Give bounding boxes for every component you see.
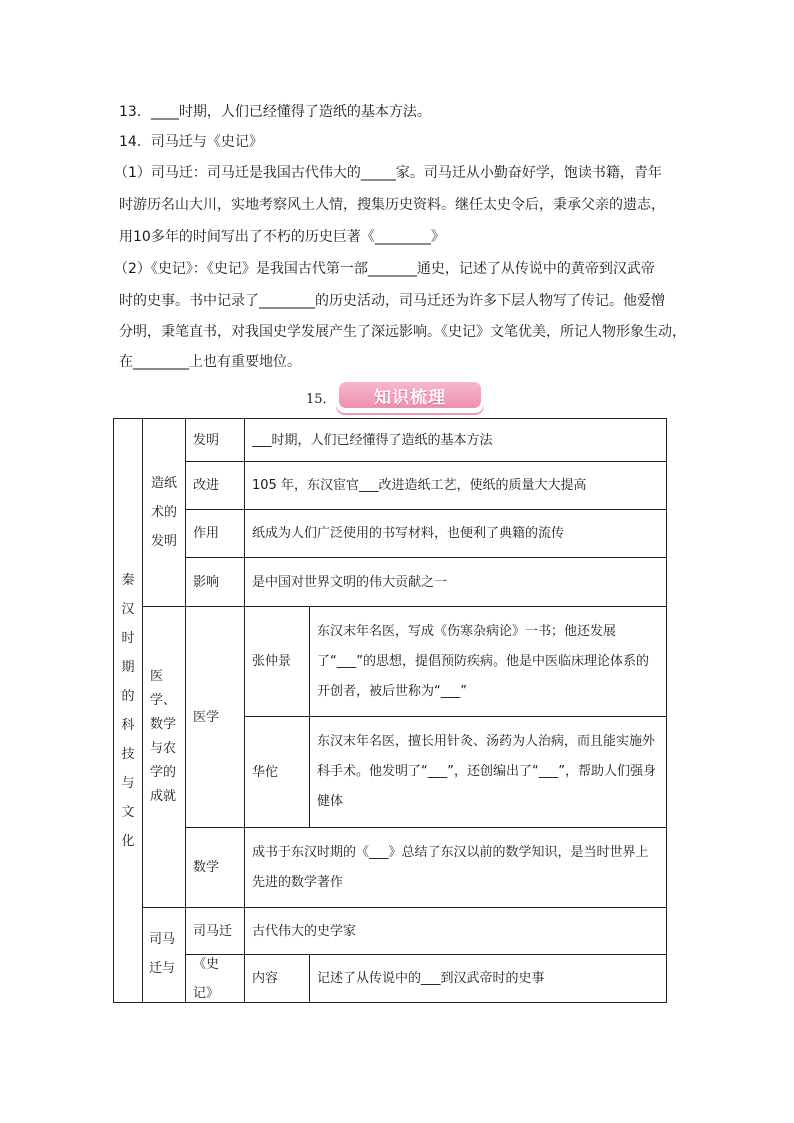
paper-group-label: 造纸术的发明 xyxy=(150,476,177,549)
paper-row-content: ___时期，人们已经懂得了造纸的基本方法 xyxy=(244,418,667,462)
sima-group-cell xyxy=(142,907,186,1003)
math-label: 数学 xyxy=(185,827,245,908)
question-14-part2-line3: 分明，秉笔直书，对我国史学发展产生了深远影响。《史记》文笔优美，所记人物形象生动， xyxy=(119,324,686,340)
paper-row-content: 105 年，东汉宦官___改进造纸工艺，使纸的质量大大提高 xyxy=(244,461,667,510)
question-14-part2-line1: （2）《史记》：《史记》是我国古代第一部_______通史，记述了从传说中的黄帝到汉武帝 xyxy=(114,261,655,277)
paper-row-label: 改进 xyxy=(185,461,245,510)
paper-row-label: 发明 xyxy=(185,418,245,462)
doctor-name: 张仲景 xyxy=(244,606,310,717)
question-14-part1-line1: （1）司马迁：司马迁是我国古代伟大的_____家。司马迁从小勤奋好学，饱读书籍，青年 xyxy=(114,165,662,181)
paper-row-label: 影响 xyxy=(185,557,245,607)
question-15-number: 15． xyxy=(306,392,336,407)
paper-row-label: 作用 xyxy=(185,509,245,558)
doctor-name: 华佗 xyxy=(244,716,310,828)
paper-row-content: 是中国对世界文明的伟大贡献之一 xyxy=(244,557,667,607)
question-14-part1-line3: 用10多年的时间写出了不朽的历史巨著《________》 xyxy=(119,229,445,245)
sima-group-label: 司马迁与 xyxy=(149,932,176,976)
banner-label: 知识梳理 xyxy=(339,382,481,408)
knowledge-summary-banner xyxy=(336,379,484,413)
era-label: 秦汉时期的科技与文化 xyxy=(121,572,135,849)
doctor-content: 东汉末年名医，擅长用针灸、汤药为人治病，而且能实施外科手术。他发明了“___”，还创编出了“___”，帮助人们强身健体 xyxy=(309,716,667,828)
science-group-label: 医学、数学与农学的成就 xyxy=(150,669,177,804)
question-14-part2-line2: 时的史事。书中记录了________的历史活动，司马迁还为许多下层人物写了传记。他爱憎 xyxy=(119,293,665,309)
question-14-part1-line2: 时游历名山大川，实地考察风土人情，搜集历史资料。继任太史令后，秉承父亲的遗志， xyxy=(119,197,665,213)
era-cell xyxy=(113,418,143,1003)
shiji-content: 记述了从传说中的___到汉武帝时的史事 xyxy=(309,954,667,1003)
question-13: 13．____时期，人们已经懂得了造纸的基本方法。 xyxy=(119,104,431,120)
doctor-content: 东汉末年名医，写成《伤寒杂病论》一书；他还发展了“___”的思想，提倡预防疾病。他是中医临床理论体系的开创者，被后世称为“___” xyxy=(309,606,667,717)
medicine-label: 医学 xyxy=(185,606,245,828)
math-content: 成书于东汉时期的《___》总结了东汉以前的数学知识，是当时世界上先进的数学著作 xyxy=(244,827,667,908)
question-14-title: 14．司马迁与《史记》 xyxy=(119,134,263,150)
shiji-sub-label: 内容 xyxy=(244,954,310,1003)
shiji-label: 《史记》 xyxy=(185,954,245,1003)
question-14-part2-line4: 在________上也有重要地位。 xyxy=(119,354,301,370)
paper-group-cell xyxy=(142,418,186,607)
sima-row1-content: 古代伟大的史学家 xyxy=(244,907,667,955)
paper-row-content: 纸成为人们广泛使用的书写材料，也便利了典籍的流传 xyxy=(244,509,667,558)
science-group-cell xyxy=(142,606,186,908)
sima-row1-label: 司马迁 xyxy=(185,907,245,955)
